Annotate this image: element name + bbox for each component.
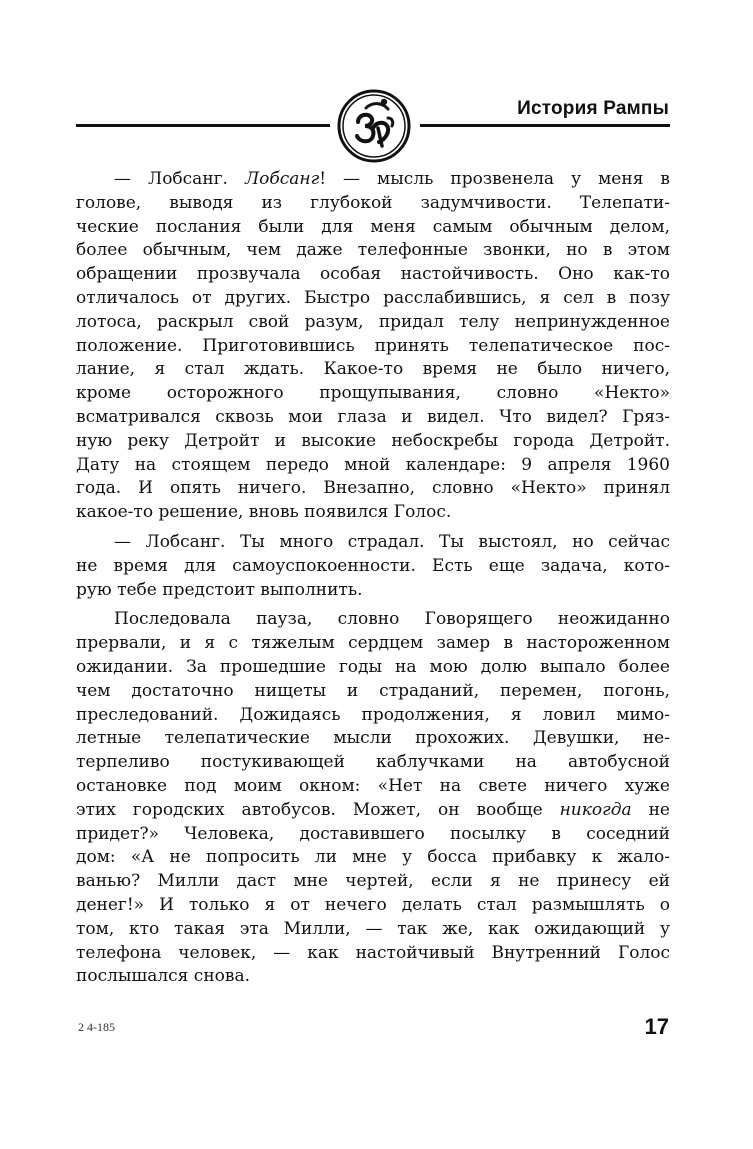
- text-run: телефона человек, — как настойчивый Внутренний Голос: [76, 942, 670, 963]
- text-run: терпеливо постукивающей каблучками на автобусной: [76, 752, 670, 773]
- text-run: года. И опять ничего. Внезапно, словно «Некто» принял: [76, 478, 670, 499]
- text-run: ванью? Милли даст мне чертей, если я не принесу ей: [76, 871, 670, 892]
- header-rule-right: [420, 124, 670, 127]
- text-line: [76, 287, 670, 311]
- page-number: 17: [644, 1014, 669, 1039]
- text-run: ! — мысль прозвенела у меня в: [319, 169, 670, 189]
- text-line: [76, 608, 670, 632]
- text-run: этих городских автобусов. Может, он вообще: [76, 799, 560, 820]
- text-line: [76, 775, 670, 799]
- text-run: послышался снова.: [76, 966, 251, 987]
- text-line: [76, 894, 670, 918]
- text-run: кроме осторожного прощупывания, словно «Некто»: [76, 383, 670, 404]
- text-line: [76, 168, 670, 192]
- text-line: [76, 555, 670, 579]
- text-run: — Лобсанг. Ты много страдал. Ты выстоял, но сейчас: [114, 531, 670, 552]
- text-run: положение. Приготовившись принять телепатическое пос-: [76, 335, 670, 356]
- text-line: [76, 656, 670, 680]
- text-line: [76, 311, 670, 335]
- text-run: более обычным, чем даже телефонные звонки, но в этом: [76, 240, 670, 261]
- text-line: [76, 727, 670, 751]
- om-symbol-icon: [336, 88, 412, 164]
- text-run: преследований. Дожидаясь продолжения, я ловил мимо-: [76, 704, 670, 725]
- text-line: [76, 501, 670, 525]
- text-run: ную реку Детройт и высокие небоскребы города Детройт.: [76, 430, 670, 451]
- text-run: отличалось от других. Быстро расслабившись, я сел в позу: [76, 287, 670, 308]
- text-run: рую тебе предстоит выполнить.: [76, 579, 363, 600]
- paragraph: [76, 531, 670, 602]
- text-run: — Лобсанг.: [114, 169, 245, 189]
- text-run: обращении прозвучала особая настойчивость. Оно как-то: [76, 264, 670, 285]
- text-line: [76, 799, 670, 823]
- text-line: [76, 918, 670, 942]
- text-run: прервали, и я с тяжелым сердцем замер в настороженном: [76, 633, 670, 654]
- text-line: [76, 870, 670, 894]
- text-run: голове, выводя из глубокой задумчивости. Телепати-: [76, 192, 670, 213]
- text-run: лотоса, раскрыл свой разум, придал телу непринужденное: [76, 311, 670, 332]
- printer-signature: 2 4-185: [78, 1020, 115, 1034]
- text-run: летные телепатические мысли прохожих. Девушки, не-: [76, 728, 670, 749]
- text-run: остановке под моим окном: «Нет на свете ничего хуже: [76, 775, 670, 796]
- text-line: [76, 823, 670, 847]
- emphasis-run: никогда: [559, 799, 632, 820]
- text-line: [76, 216, 670, 240]
- text-line: [76, 192, 670, 216]
- text-run: лание, я стал ждать. Какое-то время не было ничего,: [76, 359, 670, 380]
- text-run: чем достаточно нищеты и страданий, перемен, погонь,: [76, 680, 670, 701]
- paragraph: [76, 168, 670, 525]
- text-line: [76, 531, 670, 555]
- text-line: [76, 704, 670, 728]
- text-line: [76, 751, 670, 775]
- text-line: [76, 239, 670, 263]
- page-header: [0, 0, 753, 160]
- text-run: какое-то решение, вновь появился Голос.: [76, 502, 452, 523]
- text-line: [76, 430, 670, 454]
- text-line: [76, 406, 670, 430]
- text-run: Последовала пауза, словно Говорящего неожиданно: [114, 609, 670, 630]
- paragraph: [76, 608, 670, 989]
- text-run: Дату на стоящем передо мной календаре: 9 апреля 1960: [76, 454, 670, 475]
- text-line: [76, 579, 670, 603]
- text-run: ожидании. За прошедшие годы на мою долю выпало более: [76, 656, 670, 677]
- running-title: История Рампы: [517, 98, 669, 119]
- text-line: [76, 846, 670, 870]
- text-line: [76, 632, 670, 656]
- text-line: [76, 942, 670, 966]
- text-line: [76, 477, 670, 501]
- text-run: том, кто такая эта Милли, — так же, как ожидающий у: [76, 918, 670, 939]
- header-rule-left: [76, 124, 330, 127]
- text-run: придет?» Человека, доставившего посылку в соседний: [76, 823, 670, 844]
- text-line: [76, 965, 670, 989]
- text-line: [76, 263, 670, 287]
- text-run: не: [631, 799, 670, 820]
- text-line: [76, 680, 670, 704]
- text-run: ческие послания были для меня самым обычным делом,: [76, 216, 670, 237]
- text-run: дом: «А не попросить ли мне у босса прибавку к жало-: [76, 847, 670, 868]
- text-run: всматривался сквозь мои глаза и видел. Что видел? Гряз-: [76, 406, 670, 427]
- body-text: [76, 168, 670, 989]
- emphasis-run: Лобсанг: [244, 169, 320, 189]
- text-line: [76, 335, 670, 359]
- text-run: не время для самоуспокоенности. Есть еще задача, кото-: [76, 555, 670, 576]
- text-run: денег!» И только я от нечего делать стал размышлять о: [76, 894, 670, 915]
- text-line: [76, 358, 670, 382]
- text-line: [76, 454, 670, 478]
- text-line: [76, 382, 670, 406]
